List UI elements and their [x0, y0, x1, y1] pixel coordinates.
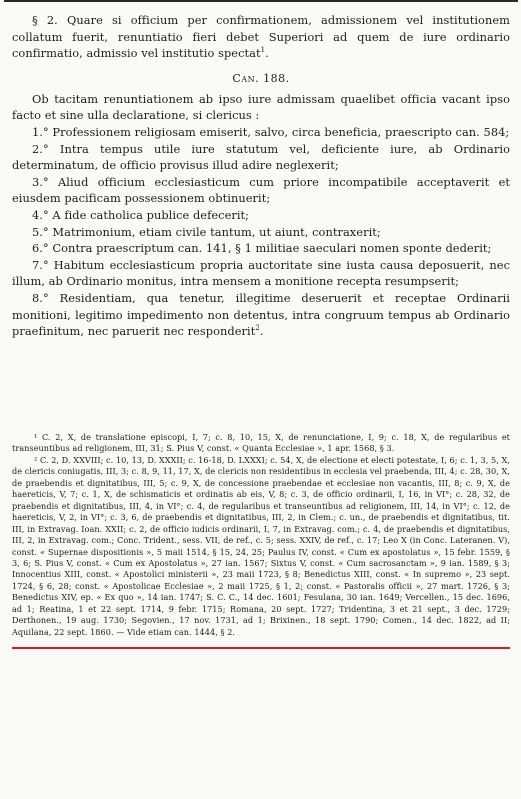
canon-item-1: 1.° Professionem religiosam emiserit, salvo, circa beneficia, praescripto can. 584;	[32, 124, 510, 139]
footnote-2: ² C. 2, D. XXVIII; c. 10, 13, D. XXXII; c. 16-18, D. LXXXI; c. 54, X, de electione et electi potestate, I, 6; c. 1, 3, 5, X, de clericis coniugatis, III, 3; c. 8, 9, 11, 17, X, de clericis non residentibus in ecclesia vel praebenda, III, 4; c. 28, 30, X, de praebendis et dignitatibus, III, 5; c. 9, X, de concessione praebendae et ecclesiae non vacantis, III, 8; c. 9, X, de haereticis, V, 7; c. 1, X, de schismaticis et ordinatis ab eis, V, 8; c. 3, de officio ordinarii, I, 16, in VI°; c. 28, 32, de praebendis et dignitatibus, III, 4, in VI°; c. 4, de regularibus et transeuntibus ad religionem, III, 14, in VI°; c. 12, de haereticis, V, 2, in VI°; c. 3, 6, de praebendis et dignitatibus, III, 2, in Clem.; c. un., de praebendis et dignitatibus, tit. III, in Extravag. Ioan. XXII; c. 2, de officio iudicis ordinarii, I, 7, in Extravag. com.; c. 4, de praebendis et dignitatibus, III, 2, in Extravag. com.; Conc. Trident., sess. VII, de ref., c. 5; sess. XXIV, de ref., c. 17; Leo X (in Conc. Lateranen. V), const. « Supernae dispositionis », 5 maii 1514, § 15, 24, 25; Paulus IV, const. « Cum ex apostolatus », 15 febr. 1559, § 3, 6; S. Pius V, const. « Cum ex Apostolatus », 27 ian. 1567; Sixtus V, const. « Cum sacrosanctam », 9 ian. 1589, § 3; Innocentius XIII, const. « Apostolici ministerii », 23 maii 1723, § 8; Benedictus XIII, const. « In supremo », 23 sept. 1724, § 6, 28; const. « Apostolicae Ecclesiae », 2 maii 1725, § 1, 2; const. « Pastoralis officii », 27 mart. 1726, § 3; Benedictus XIV, ep. « Ex quo », 14 ian. 1747; S. C. C., 14 dec. 1601; Fesulana, 30 ian. 1649; Vercellen., 15 dec. 1696, ad 1; Reatina, 1 et 22 sept. 1714, 9 febr. 1715; Romana, 20 sept. 1727; Tridentina, 3 et 21 sept., 3 dec. 1729; Derthonen., 19 aug. 1730; Segovien., 17 nov. 1731, ad 1; Brixinen., 18 sept. 1790; Comen., 14 dec. 1822, ad II; Aquilana, 22 sept. 1860. — Vide etiam can. 1444, § 2.	[12, 454, 510, 637]
footnote-ref-1: 1	[260, 46, 266, 55]
canon-item-7: 7.° Habitum ecclesiasticum propria auctoritate sine iusta causa deposuerit, nec illum, ab Ordinario monitus, intra mensem a monitione recepta resumpserit;	[12, 257, 510, 289]
footnote-1: ¹ C. 2, X, de translatione episcopi, I, 7; c. 8, 10, 15, X, de renunciatione, I, 9; c. 18, X, de regularibus et transeuntibus ad religionem, III, 31; S. Pius V, const. « Quanta Ecclesiae », 1 apr. 1568, § 3.	[12, 432, 510, 454]
canon-item-2: 2.° Intra tempus utile iure statutum vel, deficiente iure, ab Ordinario determinatum, de officio provisus illud adire neglexerit;	[12, 141, 510, 173]
footnotes	[12, 432, 510, 638]
canon-text	[12, 12, 510, 340]
canon-item-8: 8.° Residentiam, qua tenetur, illegitime deseruerit et receptae Ordinarii monitioni, legitimo impedimento non detentus, intra congruum tempus ab Ordinario praefinitum, nec paruerit nec responderit$^2$.	[12, 290, 510, 339]
canon-heading: Can. 188.	[232, 71, 290, 85]
top-rule	[4, 0, 518, 2]
canon-item-4: 4.° A fide catholica publice defecerit;	[32, 207, 250, 222]
canon-item-3: 3.° Aliud officium ecclesiasticum cum priore incompatibile acceptaverit et eiusdem pacificam possessionem obtinuerit;	[12, 174, 510, 206]
canon-item-5: 5.° Matrimonium, etiam civile tantum, ut aiunt, contraxerit;	[32, 224, 381, 239]
canon-intro: Ob tacitam renuntiationem ab ipso iure admissam quaelibet officia vacant ipso facto et sine ulla declaratione, si clericus :	[12, 91, 510, 123]
paragraph-renuntiatio: § 2. Quare si officium per confirmationem, admissionem vel institutionem collatum fuerit, renuntiatio fieri debet Superiori ad quem de iure ordinario confirmatio, admissio vel institutio spectat$^1$.	[12, 13, 510, 61]
canon-item-6: 6.° Contra praescriptum can. 141, § 1 militiae saeculari nomen sponte dederit;	[32, 241, 492, 256]
footnote-ref-2: 2	[255, 324, 260, 333]
highlight-underline	[12, 647, 510, 649]
